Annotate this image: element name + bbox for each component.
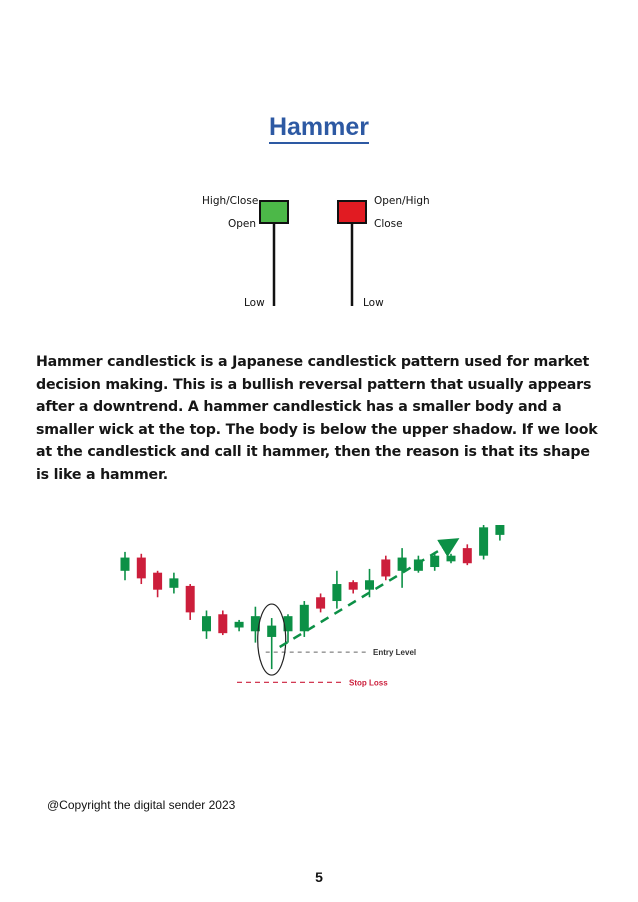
candle-body [186, 586, 195, 612]
candle-body [202, 616, 211, 631]
bearish-low-label: Low [363, 297, 384, 309]
candlestick-chart [105, 525, 535, 730]
candle-body [137, 558, 146, 579]
candle-body [153, 573, 162, 590]
candle-body [169, 578, 178, 587]
candle-body [316, 597, 325, 608]
page-title-text: Hammer [269, 113, 369, 144]
page-title [0, 113, 638, 142]
stop-loss-label: Stop Loss [349, 678, 388, 688]
bullish-high-close-label: High/Close [202, 195, 259, 207]
candle-body [398, 558, 407, 571]
candle-body [349, 582, 358, 590]
bullish-hammer-body [260, 201, 288, 223]
hammer-candles-svg [250, 195, 380, 310]
copyright-text: @Copyright the digital sender 2023 [47, 798, 236, 812]
candle-body [121, 558, 130, 571]
bearish-open-high-label: Open/High [374, 195, 430, 207]
entry-level-label: Entry Level [373, 648, 417, 658]
candle-body [447, 556, 456, 562]
candle-body [267, 626, 276, 637]
description-paragraph: Hammer candlestick is a Japanese candlestick pattern used for market decision making. This is a bullish reversal pattern that usually appears after a downtrend. A hammer candlestick has a smaller body and a smaller wick at the top. The body is below the upper shadow. If we look at the candlestick and call it hammer, then the reason is that its shape is like a hammer. [36, 354, 598, 483]
candle-body [332, 584, 341, 601]
bullish-open-label: Open [228, 218, 257, 230]
candle-body [218, 614, 227, 633]
page-number: 5 [315, 869, 323, 885]
bearish-close-label: Close [374, 218, 403, 230]
candle-body [479, 527, 488, 555]
candle-body [430, 556, 439, 567]
candle-body [235, 622, 244, 628]
candle-body [365, 580, 374, 589]
bearish-hammer-body [338, 201, 366, 223]
bullish-low-label: Low [244, 297, 265, 309]
candle-body [381, 559, 390, 576]
candle-body [300, 605, 309, 631]
candle-body [463, 548, 472, 563]
candle-body [495, 525, 504, 535]
